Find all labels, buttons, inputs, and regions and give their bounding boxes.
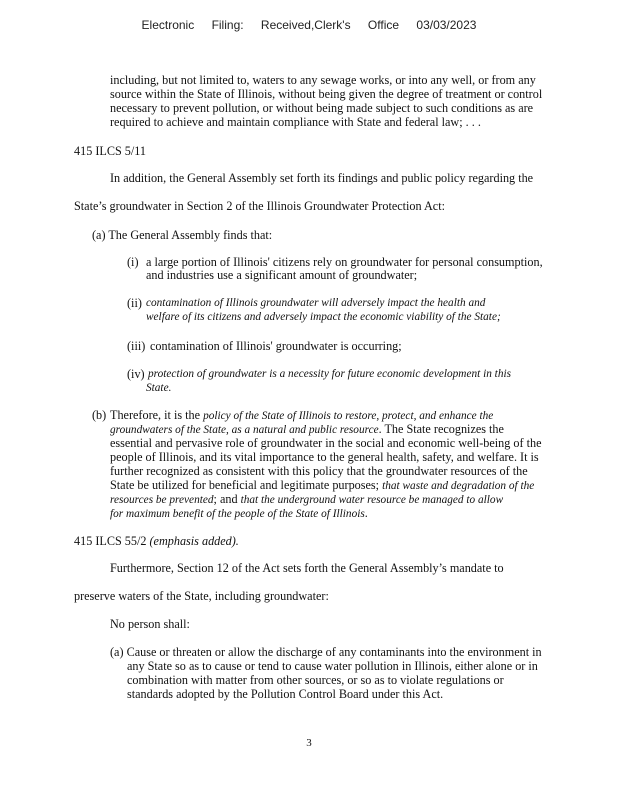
- paragraph-line: No person shall:: [110, 617, 190, 631]
- item-number: (ii): [127, 296, 142, 310]
- text-run: Therefore, it is the: [110, 408, 201, 422]
- quote-line: (a) Cause or threaten or allow the discharge of any contaminants into the environment in: [110, 645, 542, 659]
- item-line: contamination of Illinois groundwater will adversely impact the health and: [146, 297, 486, 309]
- policy-line: further recognized as consistent with this policy that the groundwater resources of the: [110, 464, 528, 478]
- text-run: State be utilized for beneficial and legitimate purposes;: [110, 478, 380, 492]
- citation: 415 ILCS 5/11: [74, 144, 146, 158]
- header-word: Received,Clerk's: [260, 18, 351, 32]
- quote-line: required to achieve and maintain compliance with State and federal law; . . .: [110, 115, 481, 129]
- item-line: and industries use a significant amount of groundwater;: [146, 268, 418, 282]
- item-line: a large portion of Illinois' citizens rely on groundwater for personal consumption,: [146, 255, 543, 269]
- policy-line: people of Illinois, and its vital importance to the general health, safety, and welfare. It is: [110, 450, 539, 464]
- header-word: Filing:: [211, 18, 244, 32]
- item-number: (i): [127, 255, 139, 269]
- policy-line: [110, 478, 534, 493]
- header-word: 03/03/2023: [416, 18, 477, 32]
- policy-line: essential and pervasive role of groundwater in the social and economic well-being of the: [110, 436, 542, 450]
- paragraph-line: State’s groundwater in Section 2 of the Illinois Groundwater Protection Act:: [74, 199, 445, 213]
- item-line: State.: [146, 382, 172, 394]
- page-number: 3: [306, 737, 312, 749]
- text-run: . The State recognizes the: [378, 422, 504, 436]
- quote-line: necessary to prevent pollution, or without being made subject to such conditions as are: [110, 101, 534, 115]
- citation: [74, 534, 239, 548]
- text-run: for maximum benefit of the people of the State of Illinois: [110, 508, 365, 520]
- policy-line: [110, 408, 493, 423]
- item-line: welfare of its citizens and adversely impact the economic viability of the State;: [146, 311, 501, 323]
- quote-line: any State so as to cause or tend to cause water pollution in Illinois, either alone or in: [127, 659, 538, 673]
- header-word: Office: [367, 18, 400, 32]
- quote-line: including, but not limited to, waters to any sewage works, or into any well, or from any: [110, 73, 536, 87]
- text-run: policy of the State of Illinois to restore, protect, and enhance the: [203, 410, 494, 422]
- item-number: (iii): [127, 339, 146, 353]
- text-run: .: [364, 506, 368, 520]
- header-word: Electronic: [141, 18, 195, 32]
- quote-line: combination with matter from other sources, or so as to violate regulations or: [127, 673, 504, 687]
- item-line: protection of groundwater is a necessity for future economic development in this: [148, 368, 512, 380]
- paragraph-line: Furthermore, Section 12 of the Act sets forth the General Assembly’s mandate to: [110, 561, 504, 575]
- item-number: (iv): [127, 367, 145, 381]
- subsection-a-lead: (a) The General Assembly finds that:: [92, 228, 273, 242]
- text-run: that waste and degradation of the: [382, 480, 535, 492]
- text-run: groundwaters of the State, as a natural and public resource: [110, 424, 379, 436]
- paragraph-line: preserve waters of the State, including groundwater:: [74, 589, 329, 603]
- item-line: contamination of Illinois' groundwater is occurring;: [150, 339, 402, 353]
- text-run: ; and: [213, 492, 238, 506]
- item-number: (b): [92, 408, 107, 422]
- policy-line: [110, 492, 503, 507]
- text-run: (emphasis added).: [149, 534, 239, 548]
- quote-line: source within the State of Illinois, without being given the degree of treatment or control: [110, 87, 543, 101]
- policy-line: [110, 422, 504, 437]
- quote-line: standards adopted by the Pollution Control Board under this Act.: [127, 687, 444, 701]
- paragraph-line: In addition, the General Assembly set forth its findings and public policy regarding the: [110, 171, 534, 185]
- text-run: that the underground water resource be managed to allow: [240, 494, 504, 506]
- policy-line: [110, 506, 368, 521]
- filing-header: [0, 18, 618, 32]
- text-run: 415 ILCS 55/2: [74, 534, 147, 548]
- text-run: resources be prevented: [110, 494, 214, 506]
